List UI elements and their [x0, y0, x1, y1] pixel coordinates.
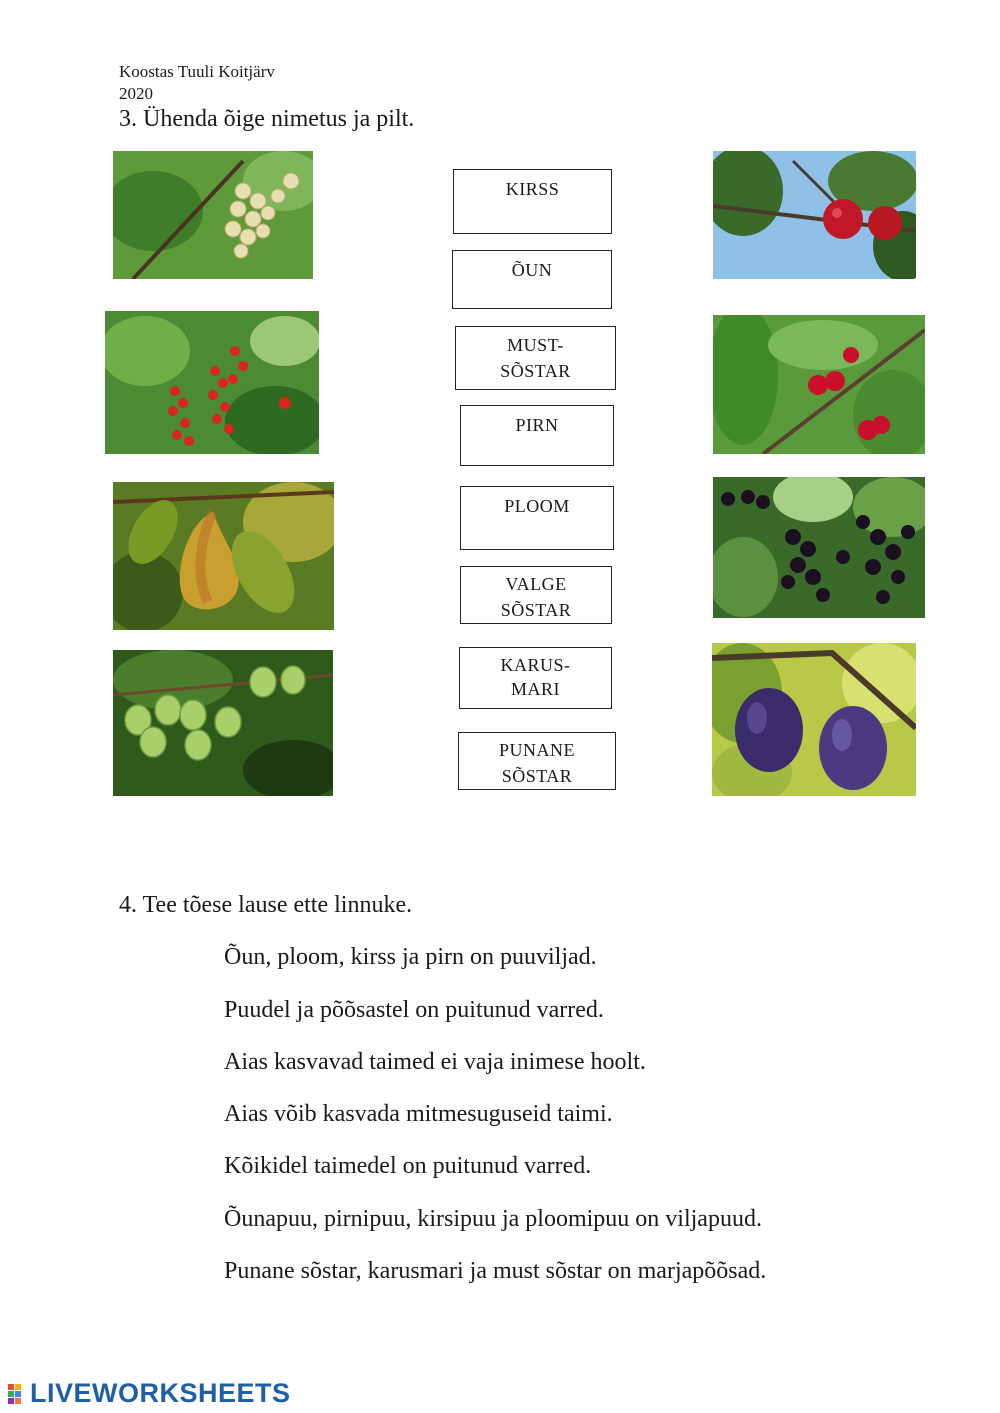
liveworksheets-logo[interactable]: LIVEWORKSHEETS — [30, 1378, 291, 1408]
label-text-line1: PLOOM — [504, 496, 570, 516]
label-text-line1: MUST- — [507, 335, 564, 355]
label-text-line1: PIRN — [515, 415, 559, 435]
label-box-pirn[interactable] — [460, 405, 614, 466]
plum-photo[interactable] — [712, 643, 916, 796]
label-text-line1: KARUS- — [500, 655, 571, 675]
statement[interactable]: Punane sõstar, karusmari ja must sõstar on marjapõõsad. — [224, 1258, 767, 1284]
pear-photo[interactable] — [113, 482, 334, 630]
gooseberry-photo[interactable] — [113, 650, 333, 796]
label-box-oun[interactable] — [452, 250, 612, 309]
task4-title: 4. Tee tõese lause ette linnuke. — [119, 892, 413, 918]
label-text-line2: SÕSTAR — [500, 600, 572, 620]
blackcurrant-photo[interactable] — [713, 477, 925, 618]
label-text-line2: MARI — [510, 679, 560, 699]
label-text-line2: SÕSTAR — [501, 766, 573, 786]
label-box-kirss[interactable] — [453, 169, 612, 234]
author-block — [119, 61, 275, 105]
statement[interactable]: Õunapuu, pirnipuu, kirsipuu ja ploomipuu on viljapuud. — [224, 1206, 762, 1232]
label-box-punane-sostar[interactable] — [458, 732, 616, 790]
task3-title: 3. Ühenda õige nimetus ja pilt. — [119, 106, 415, 132]
label-text-line1: PUNANE — [498, 740, 575, 760]
cherry-photo[interactable] — [713, 315, 925, 454]
author-name: Koostas Tuuli Koitjärv — [119, 62, 275, 81]
apple-photo[interactable] — [713, 151, 916, 279]
statement[interactable]: Aias võib kasvada mitmesuguseid taimi. — [224, 1101, 613, 1127]
statement[interactable]: Õun, ploom, kirss ja pirn on puuviljad. — [224, 944, 597, 970]
white-currant-photo[interactable] — [113, 151, 313, 279]
label-box-must-sostar[interactable] — [455, 326, 616, 390]
red-currant-photo[interactable] — [105, 311, 319, 454]
author-year: 2020 — [119, 84, 153, 103]
label-text-line2: SÕSTAR — [500, 361, 571, 381]
label-box-valge-sostar[interactable] — [460, 566, 612, 624]
label-text-line1: KIRSS — [505, 179, 560, 199]
label-text-line1: VALGE — [505, 574, 567, 594]
label-box-ploom[interactable] — [460, 486, 614, 550]
statement[interactable]: Aias kasvavad taimed ei vaja inimese hoolt. — [224, 1049, 646, 1075]
label-text-line1: ÕUN — [511, 260, 553, 280]
statement[interactable]: Kõikidel taimedel on puitunud varred. — [224, 1153, 592, 1179]
statement[interactable]: Puudel ja põõsastel on puitunud varred. — [224, 997, 604, 1023]
liveworksheets-logo-icon — [8, 1384, 28, 1404]
label-box-karusmari[interactable] — [459, 647, 612, 709]
